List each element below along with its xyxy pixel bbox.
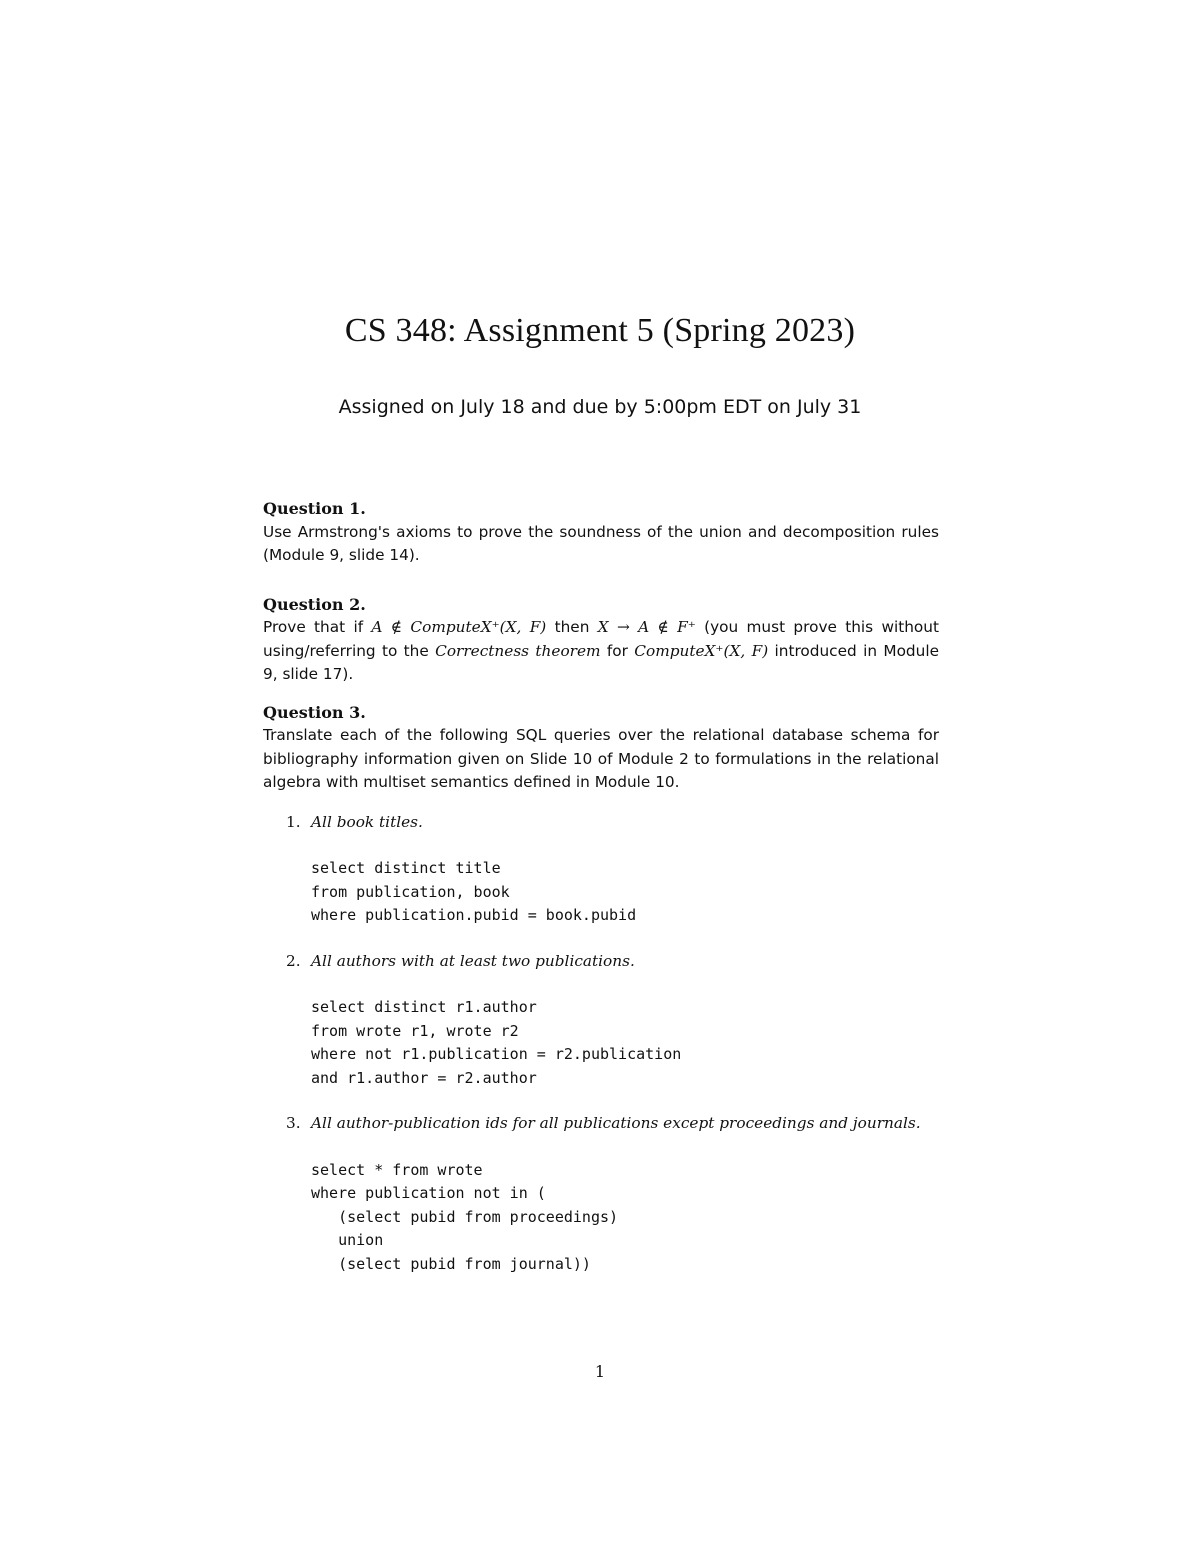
question-heading: Question 1.: [263, 499, 366, 518]
list-item: [263, 1112, 939, 1276]
list-item: [263, 811, 939, 928]
sql-query: select distinct r1.author from wrote r1, wrote r2 where not r1.publication = r2.publication and r1.author = r2.author: [311, 998, 682, 1087]
questions-section: [263, 497, 939, 1301]
assignment-subtitle: Assigned on July 18 and due by 5:00pm EDT on July 31: [338, 396, 862, 418]
page-number: 1: [594, 1362, 606, 1381]
query-list: [263, 811, 939, 1277]
question-1: [263, 497, 939, 568]
question-heading: Question 3.: [263, 702, 366, 722]
question-2: [263, 593, 939, 687]
item-description: All authors with at least two publications.: [311, 951, 635, 970]
emphasized-term: Correctness theorem: [435, 641, 601, 660]
text-segment: introduced in Module 9, slide 17).: [263, 641, 939, 683]
text-segment: then: [546, 618, 598, 636]
item-number: 1.: [286, 812, 301, 831]
text-segment: for: [600, 641, 635, 660]
item-description: All author-publication ids for all publications except proceedings and journals.: [311, 1114, 921, 1132]
question-3: [263, 701, 939, 1277]
question-heading: Question 2.: [263, 594, 366, 614]
math-expression: ComputeX⁺(X, F): [634, 641, 769, 660]
text-segment: Prove that if: [263, 618, 372, 636]
question-text: Translate each of the following SQL queries over the relational database schema for bibliography information given on Slide 10 of Module 2 to formulations in the relational algebra with multiset semantics defined in Module 10.: [263, 726, 939, 791]
item-description: All book titles.: [311, 812, 423, 831]
question-text: [263, 616, 939, 687]
math-expression: X → A ∉ F⁺: [597, 618, 696, 636]
question-text: Use Armstrong's axioms to prove the soundness of the union and decomposition rules (Module 9, slide 14).: [263, 522, 939, 564]
sql-query: select * from wrote where publication not in ( (select pubid from proceedings) union (select pubid from journal)): [311, 1160, 619, 1273]
sql-query: select distinct title from publication, book where publication.pubid = book.pubid: [311, 859, 637, 924]
item-number: 3.: [286, 1114, 301, 1132]
list-item: [263, 950, 939, 1091]
item-number: 2.: [286, 951, 301, 970]
text-segment: (you must prove this without using/referring to the: [263, 618, 939, 660]
assignment-title: CS 348: Assignment 5 (Spring 2023): [344, 312, 856, 349]
math-expression: A ∉ ComputeX⁺(X, F): [371, 618, 547, 636]
